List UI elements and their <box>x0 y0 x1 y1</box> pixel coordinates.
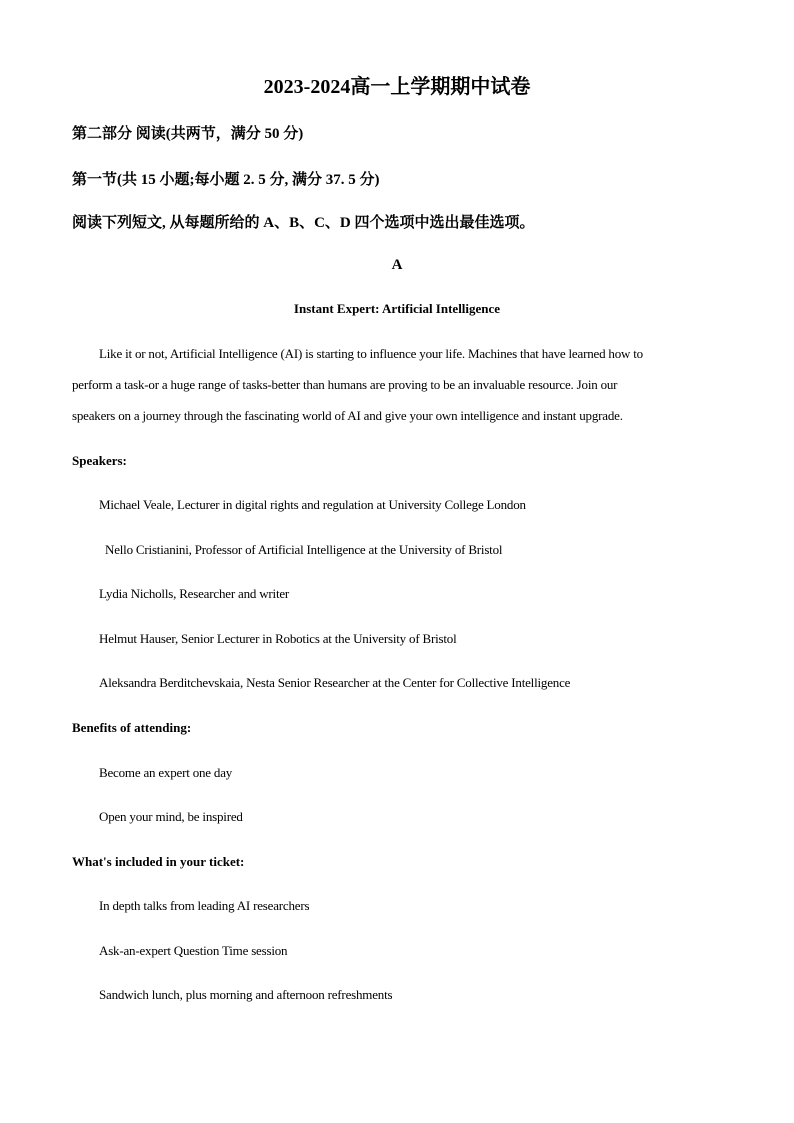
speaker-item: Lydia Nicholls, Researcher and writer <box>99 586 290 601</box>
speaker-item: Aleksandra Berditchevskaia, Nesta Senior Researcher at the Center for Collective Intelligence <box>99 675 571 690</box>
benefit-item: Open your mind, be inspired <box>99 809 243 824</box>
intro-line: perform a task-or a huge range of tasks-better than humans are proving to be an invaluable resource. Join our <box>72 377 618 392</box>
intro-line: speakers on a journey through the fascinating world of AI and give your own intelligence and instant upgrade. <box>72 408 623 423</box>
ticket-item: Ask-an-expert Question Time session <box>99 943 288 958</box>
intro-line: Like it or not, Artificial Intelligence (AI) is starting to influence your life. Machines that have learned how to <box>99 346 643 361</box>
instructions: 阅读下列短文, 从每题所给的 A、B、C、D 四个选项中选出最佳选项。 <box>72 215 535 231</box>
part-heading: 第二部分 阅读(共两节，满分 50 分) <box>72 126 304 142</box>
ticket-item: In depth talks from leading AI researchers <box>99 898 310 913</box>
passage-title: Instant Expert: Artificial Intelligence <box>293 301 501 316</box>
ticket-item: Sandwich lunch, plus morning and afternoon refreshments <box>99 987 393 1002</box>
exam-title: 2023-2024高一上学期期中试卷 <box>263 76 531 98</box>
speaker-item: Helmut Hauser, Senior Lecturer in Robotics at the University of Bristol <box>99 631 457 646</box>
speaker-item: Michael Veale, Lecturer in digital rights and regulation at University College London <box>99 497 526 512</box>
section-heading: 第一节(共 15 小题;每小题 2. 5 分, 满分 37. 5 分) <box>72 172 380 188</box>
benefit-item: Become an expert one day <box>99 765 233 780</box>
speaker-item: Nello Cristianini, Professor of Artificial Intelligence at the University of Bristol <box>105 542 503 557</box>
passage-letter: A <box>391 257 403 273</box>
speakers-label: Speakers: <box>72 453 127 468</box>
ticket-label: What's included in your ticket: <box>72 854 245 869</box>
benefits-label: Benefits of attending: <box>72 720 192 735</box>
